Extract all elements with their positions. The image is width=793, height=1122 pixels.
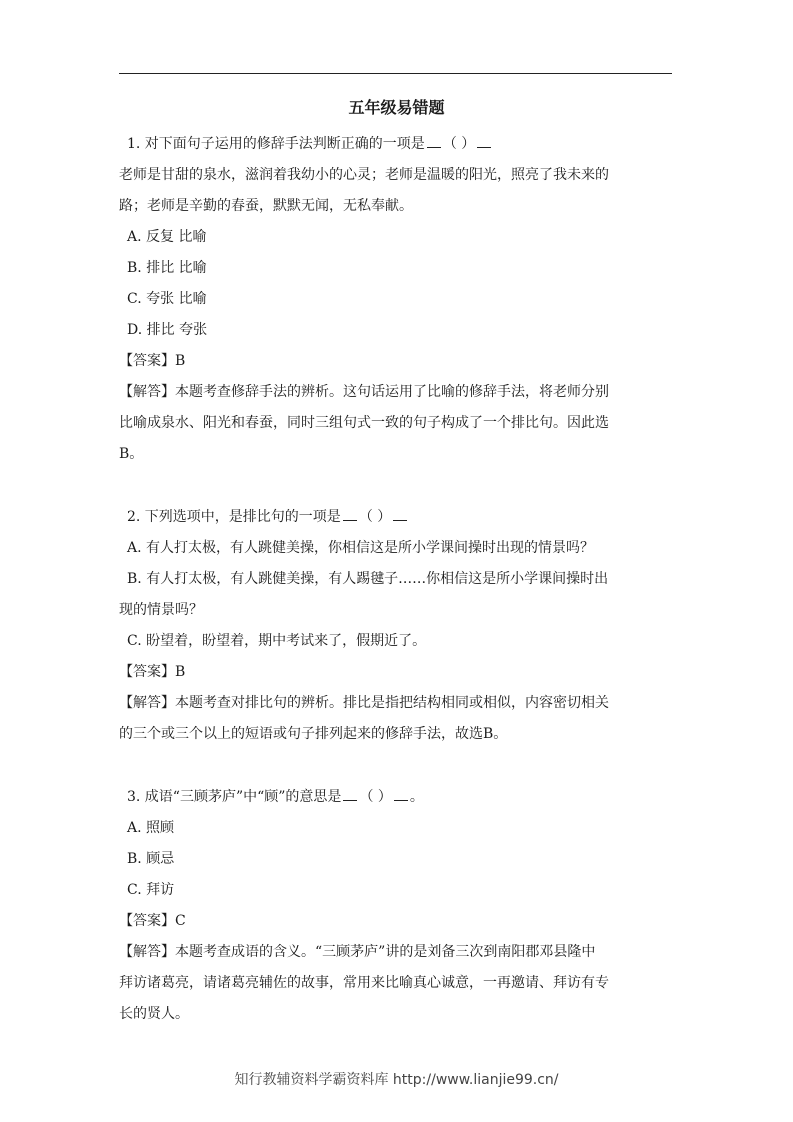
q3-explain-line-3: 长的贤人。 [119, 1006, 189, 1022]
q1-stem [119, 134, 687, 154]
q3-blank-1 [343, 788, 357, 801]
q2-blank-1 [343, 508, 357, 521]
header-rule [119, 73, 672, 74]
q3-explain-line-1: 【解答】本题考查成语的含义。“三顾茅庐”讲的是刘备三次到南阳郡邓县隆中 [119, 944, 596, 960]
q2-option-b-line-2: 现的情景吗？ [119, 602, 203, 618]
q1-blank-2 [477, 135, 491, 148]
q1-option-d: D. 排比 夸张 [127, 322, 208, 338]
q3-option-a: A. 照顾 [127, 820, 175, 836]
q1-answer: 【答案】B [119, 353, 186, 369]
q2-paren: （ ） [358, 509, 392, 525]
q1-option-a: A. 反复 比喻 [127, 229, 207, 245]
q2-answer: 【答案】B [119, 664, 186, 680]
q2-option-b-line-1: B. 有人打太极，有人跳健美操，有人踢毽子……你相信这是所小学课间操时出 [127, 571, 609, 587]
footer-watermark: 知行教辅资料学霸资料库 http://www.lianjie99.cn/ [234, 1072, 559, 1088]
q1-option-c: C. 夸张 比喻 [127, 291, 207, 307]
q3-answer: 【答案】C [119, 913, 186, 929]
q2-blank-2 [393, 508, 407, 521]
q1-paren: （ ） [442, 136, 476, 152]
q1-explain-line-3: B。 [119, 446, 144, 462]
q2-stem-text: 2. 下列选项中，是排比句的一项是 [127, 509, 341, 525]
q2-option-a: A. 有人打太极，有人跳健美操，你相信这是所小学课间操时出现的情景吗？ [127, 540, 595, 556]
q3-paren: （ ） [359, 789, 392, 805]
q2-explain-line-1: 【解答】本题考查对排比句的辨析。排比是指把结构相同或相似，内容密切相关 [119, 695, 609, 711]
q3-option-c: C. 拜访 [127, 882, 175, 898]
q1-passage-line-2: 路；老师是辛勤的春蚕，默默无闻，无私奉献。 [119, 198, 413, 214]
q1-explain-line-1: 【解答】本题考查修辞手法的辨析。这句话运用了比喻的修辞手法，将老师分别 [119, 384, 609, 400]
q3-option-b: B. 顾忌 [127, 851, 175, 867]
q1-option-b: B. 排比 比喻 [127, 260, 207, 276]
q3-stem-end: 。 [409, 789, 424, 805]
q1-stem-text: 1. 对下面句子运用的修辞手法判断正确的一项是 [127, 136, 425, 152]
q2-stem [119, 507, 687, 527]
q3-stem [119, 787, 687, 807]
q2-option-c: C. 盼望着，盼望着，期中考试来了，假期近了。 [127, 633, 427, 649]
q3-explain-line-2: 拜访诸葛亮，请诸葛亮辅佐的故事，常用来比喻真心诚意，一再邀请、拜访有专 [119, 975, 609, 991]
q1-explain-line-2: 比喻成泉水、阳光和春蚕，同时三组句式一致的句子构成了一个排比句。因此选 [119, 415, 609, 431]
q3-blank-2 [394, 788, 408, 801]
page-title: 五年级易错题 [348, 98, 445, 117]
q2-explain-line-2: 的三个或三个以上的短语或句子排列起来的修辞手法，故选B。 [119, 726, 508, 742]
q1-passage-line-1: 老师是甘甜的泉水，滋润着我幼小的心灵；老师是温暖的阳光，照亮了我未来的 [119, 167, 609, 183]
q1-blank-1 [427, 135, 441, 148]
q3-stem-text: 3. 成语“三顾茅庐”中“顾”的意思是 [127, 789, 342, 805]
